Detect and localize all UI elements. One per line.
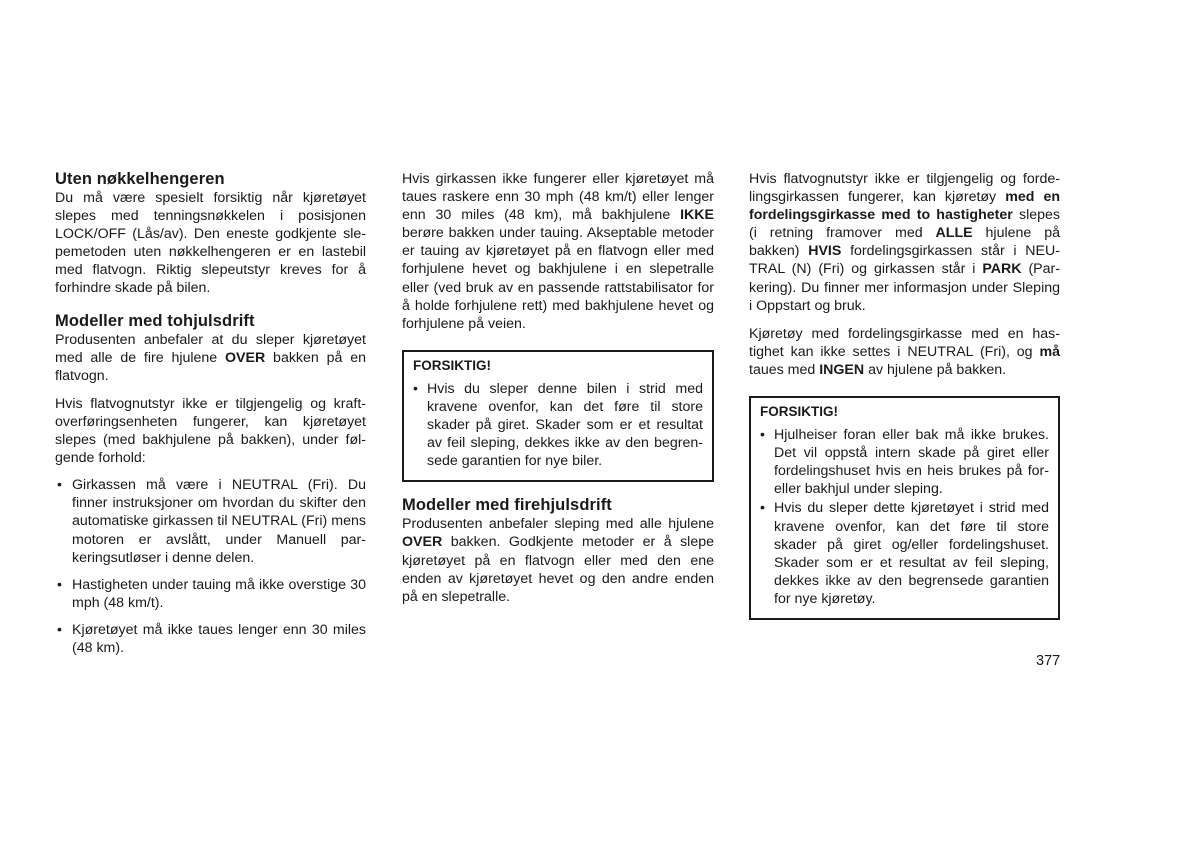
caution-title: FORSIKTIG! xyxy=(760,404,838,420)
column-left xyxy=(55,170,366,666)
caution-list xyxy=(413,380,703,470)
list-item: • Hvis du sleper dette kjøretøyet i strid med kravene ovenfor, kan det føre til store skader på giret og/eller fordelingshuset. Skader som er et resultat av feil sleping, dekkes ikke av den begrensede garantien for nye kjøretøy. xyxy=(760,499,1049,608)
conditions-list xyxy=(55,476,366,657)
caution-box xyxy=(749,396,1060,620)
caution-title: FORSIKTIG! xyxy=(413,357,491,373)
emphasis-ikke: IKKE xyxy=(680,207,714,224)
list-item: • Hastigheten under tauing må ikke overstige 30 mph (48 km/t). xyxy=(55,576,366,612)
paragraph-no-key-fob: Du må være spesielt forsiktig når kjøretøyet slepes med tenningsnøkkelen i posisjonen LOCK/OFF (Lås/av). Den eneste godkjente slepemetoden uten nøkkelhengeren er en lastebil med flatvogn. Riktig slepeutstyr kreves for å forhindre skade på bilen. xyxy=(55,190,366,297)
paragraph-2wd-conditions: Hvis flatvognutstyr ikke er tilgjengelig og kraftoverføringsenheten fungerer, kan kjøretøyet slepes (med bakhjulene på bakken), under følgende forhold: xyxy=(55,395,366,467)
column-middle xyxy=(402,170,714,606)
column-right xyxy=(749,170,1060,620)
caution-box xyxy=(402,350,714,482)
paragraph-single-speed: Kjøretøy med fordelingsgirkasse med en hastighet kan ikke settes i NEUTRAL (Fri), og må taues med INGEN av hjulene på bakken. xyxy=(749,325,1060,378)
list-item: • Hjulheiser foran eller bak må ikke brukes. Det vil oppstå intern skade på giret eller fordelingshuset hvis en heis brukes på foreller bakhjul under sleping. xyxy=(760,426,1049,498)
section-heading-2wd: Modeller med tohjulsdrift xyxy=(55,311,255,330)
paragraph-towing-alternatives: Hvis girkassen ikke fungerer eller kjøretøyet må taues raskere enn 30 mph (48 km/t) eller lenger enn 30 miles (48 km), må bakhjulene IKKE berøre bakken under tauing. Akseptable metoder er tauing av kjøretøyet på en flatvogn eller med forhjulene hevet og bakhjulene i en slepetralle eller (ved bruk av en passende rattstabilisator for å holde forhjulene rett) med bakhjulene hevet og forhjulene på veien. xyxy=(402,171,714,332)
paragraph-transfer-case: Hvis flatvognutstyr ikke er tilgjengelig og fordelingsgirkassen fungerer, kan kjøretøy med en fordelingsgirkasse med to hastigheter slepes (i retning framover med ALLE hjulene på bakken) HVIS fordelingsgirkassen står i NEUTRAL (N) (Fri) og girkassen står i PARK (Parkering). Du finner mer informasjon under Sleping i Oppstart og bruk. xyxy=(749,171,1061,314)
list-item: • Girkassen må være i NEUTRAL (Fri). Du finner instruksjoner om hvordan du skifter den automatiske girkassen til NEUTRAL (Fri) mens motoren er avslått, under Manuell parkeringsutløser i denne delen. xyxy=(55,476,366,566)
emphasis-over: OVER xyxy=(225,349,266,366)
emphasis-over: OVER xyxy=(402,534,443,551)
caution-list xyxy=(760,426,1049,608)
paragraph-4wd-recommendation: Produsenten anbefaler sleping med alle hjulene OVER bakken. Godkjente metoder er å slepe kjøretøyet på en flatvogn eller med den ene enden av kjøretøyet hevet og den andre enden på en slepetralle. xyxy=(402,516,714,605)
section-heading-4wd: Modeller med firehjulsdrift xyxy=(402,496,612,515)
list-item: • Hvis du sleper denne bilen i strid med kravene ovenfor, kan det føre til store skader på giret. Skader som er et resultat av feil sleping, dekkes ikke av den begrensede garantien for nye biler. xyxy=(413,380,703,470)
page-number: 377 xyxy=(1036,653,1061,669)
paragraph-2wd-recommendation: Produsenten anbefaler at du sleper kjøretøyet med alle de fire hjulene OVER bakken på en flatvogn. xyxy=(55,331,366,384)
section-heading-no-key-fob: Uten nøkkelhengeren xyxy=(55,170,225,188)
list-item: • Kjøretøyet må ikke taues lenger enn 30 miles (48 km). xyxy=(55,621,366,657)
